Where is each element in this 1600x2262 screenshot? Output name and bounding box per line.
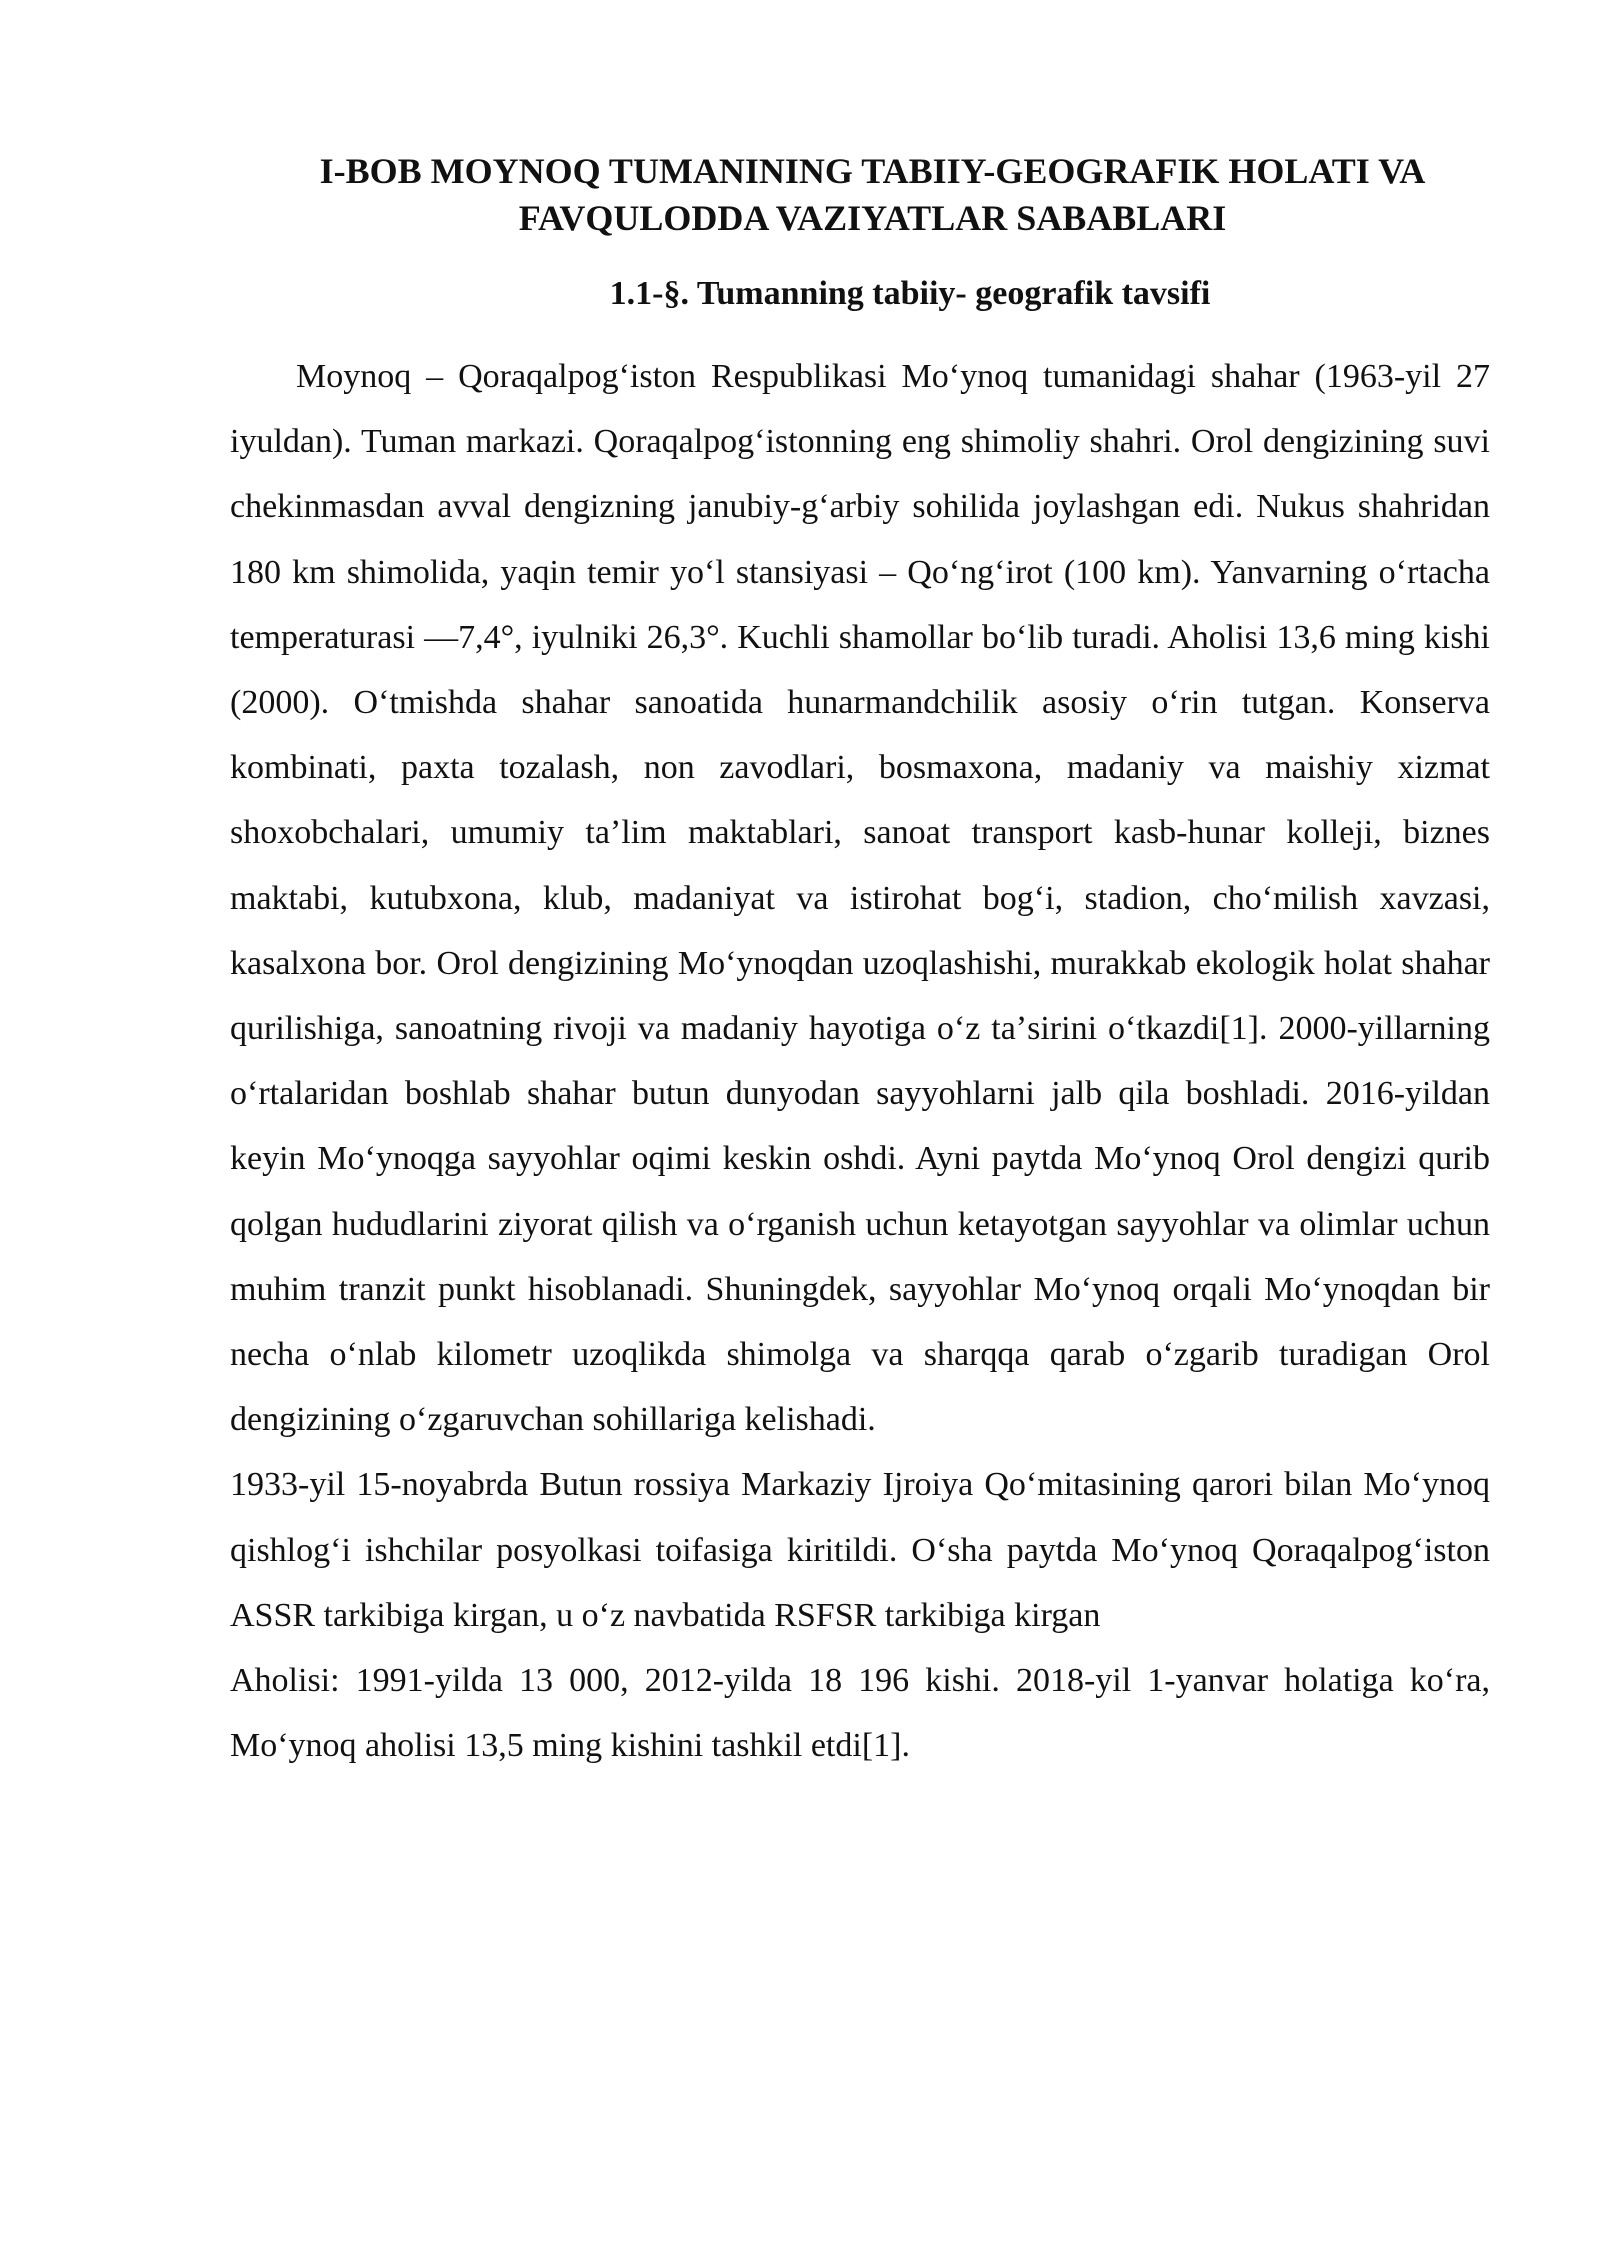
chapter-title-line-1: I-BOB MOYNOQ TUMANINING TABIIY-GEOGRAFIK HOLATI VA	[319, 151, 1426, 191]
chapter-title	[230, 148, 1490, 242]
section-title: 1.1-§. Tumanning tabiiy- geografik tavsifi	[609, 275, 1211, 312]
body-paragraph-1: Moynoq – Qoraqalpogʻiston Respublikasi Moʻynoq tumanidagi shahar (1963-yil 27 iyuldan). Tuman markazi. Qoraqalpogʻistonning eng shimoliy shahri. Orol dengizining suvi chekinmasdan avval dengizning janubiy-gʻarbiy sohilida joylashgan edi. Nukus shahridan 180 km shimolida, yaqin temir yoʻl stansiyasi – Qoʻngʻirot (100 km). Yanvarning oʻrtacha temperaturasi —7,4°, iyulniki 26,3°. Kuchli shamollar boʻlib turadi. Aholisi 13,6 ming kishi (2000). Oʻtmishda shahar sanoatida hunarmandchilik asosiy oʻrin tutgan. Konserva kombinati, paxta tozalash, non zavodlari, bosmaxona, madaniy va maishiy xizmat shoxobchalari, umumiy taʼlim maktablari, sanoat transport kasb-hunar kolleji, biznes maktabi, kutubxona, klub, madaniyat va istirohat bogʻi, stadion, choʻmilish xavzasi, kasalxona bor. Orol dengizining Moʻynoqdan uzoqlashishi, murakkab ekologik holat shahar qurilishiga, sanoatning rivoji va madaniy hayotiga oʻz taʼsirini oʻtkazdi[1]. 2000-yillarning oʻrtalaridan boshlab shahar butun dunyodan sayyohlarni jalb qila boshladi. 2016-yildan keyin Moʻynoqga sayyohlar oqimi keskin oshdi. Ayni paytda Moʻynoq Orol dengizi qurib qolgan hududlarini ziyorat qilish va oʻrganish uchun ketayotgan sayyohlar va olimlar uchun muhim tranzit punkt hisoblanadi. Shuningdek, sayyohlar Moʻynoq orqali Moʻynoqdan bir necha oʻnlab kilometr uzoqlikda shimolga va sharqqa qarab oʻzgarib turadigan Orol dengizining oʻzgaruvchan sohillariga kelishadi.	[230, 358, 1490, 1439]
chapter-title-line-2: FAVQULODDA VAZIYATLAR SABABLARI	[518, 198, 1227, 238]
body-paragraph-2: 1933-yil 15-noyabrda Butun rossiya Markaziy Ijroiya Qoʻmitasining qarori bilan Moʻynoq qishlogʻi ishchilar posyolkasi toifasiga kiritildi. Oʻsha paytda Moʻynoq Qoraqalpogʻiston ASSR tarkibiga kirgan, u oʻz navbatida RSFSR tarkibiga kirgan	[230, 1466, 1490, 1634]
body-paragraph-3: Aholisi: 1991-yilda 13 000, 2012-yilda 18 196 kishi. 2018-yil 1-yanvar holatiga koʻra, Moʻynoq aholisi 13,5 ming kishini tashkil etdi[1].	[230, 1662, 1490, 1765]
document-page	[230, 148, 1490, 1778]
